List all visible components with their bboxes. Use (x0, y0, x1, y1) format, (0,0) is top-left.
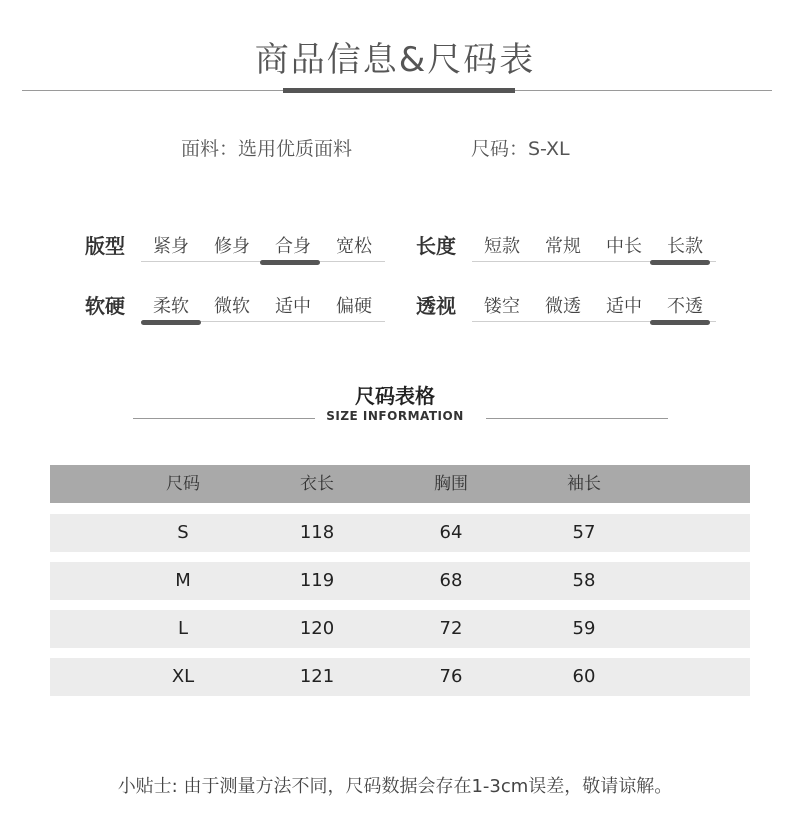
attr-option-selected: 长款 (667, 236, 703, 257)
attr-option: 适中 (606, 296, 642, 317)
attr-option: 镂空 (484, 296, 520, 317)
attr-option: 中长 (606, 236, 642, 257)
table-cell: S (177, 522, 189, 543)
table-header (50, 465, 750, 503)
subtitle-line-right (486, 418, 668, 419)
attr-option-selected: 不透 (667, 296, 703, 317)
attr-group-length (416, 226, 726, 266)
title-accent-bar (283, 88, 515, 93)
attr-option: 偏硬 (336, 296, 372, 317)
attr-options (472, 226, 716, 262)
table-cell: 76 (439, 666, 463, 687)
subtitle-line-left (133, 418, 315, 419)
attr-option: 宽松 (336, 236, 372, 257)
attr-label: 长度 (416, 234, 456, 258)
table-cell: 121 (299, 666, 335, 687)
selected-indicator (650, 260, 710, 265)
table-row (50, 610, 750, 648)
size-range-info: 尺码：S-XL (471, 138, 570, 160)
attr-group-fit (85, 226, 395, 266)
attr-options (472, 286, 716, 322)
table-cell: 119 (299, 570, 335, 591)
attr-option-selected: 柔软 (153, 296, 189, 317)
table-row (50, 562, 750, 600)
attr-label: 透视 (416, 294, 456, 318)
selected-indicator (141, 320, 201, 325)
attr-group-transparency (416, 286, 726, 326)
table-cell: 59 (572, 618, 596, 639)
table-cell: 64 (439, 522, 463, 543)
table-row (50, 658, 750, 696)
selected-indicator (650, 320, 710, 325)
table-cell: 60 (572, 666, 596, 687)
column-header: 尺码 (166, 474, 200, 494)
attr-option-selected: 合身 (275, 236, 311, 257)
size-table-title: 尺码表格 (355, 384, 435, 408)
attr-option: 短款 (484, 236, 520, 257)
size-table-subtitle: SIZE INFORMATION (326, 409, 464, 423)
attr-label: 软硬 (85, 294, 125, 318)
footer-tip: 小贴士: 由于测量方法不同，尺码数据会存在1-3cm误差，敬请谅解。 (117, 776, 673, 797)
table-cell: 58 (572, 570, 596, 591)
table-cell: 118 (299, 522, 335, 543)
attr-option: 修身 (214, 236, 250, 257)
table-cell: M (175, 570, 191, 591)
table-cell: 68 (439, 570, 463, 591)
attr-option: 紧身 (153, 236, 189, 257)
table-row (50, 514, 750, 552)
column-header: 胸围 (434, 474, 468, 494)
table-cell: XL (171, 666, 195, 687)
table-cell: L (177, 618, 189, 639)
table-cell: 57 (572, 522, 596, 543)
attr-label: 版型 (85, 234, 125, 258)
fabric-info: 面料：选用优质面料 (181, 138, 353, 160)
selected-indicator (260, 260, 320, 265)
table-cell: 120 (299, 618, 335, 639)
attr-option: 常规 (545, 236, 581, 257)
attr-options (141, 286, 385, 322)
attr-group-softness (85, 286, 395, 326)
column-header: 衣长 (300, 474, 334, 494)
column-header: 袖长 (567, 474, 601, 494)
attr-option: 微透 (545, 296, 581, 317)
attr-option: 微软 (214, 296, 250, 317)
attr-option: 适中 (275, 296, 311, 317)
page-title: 商品信息&尺码表 (254, 40, 536, 80)
table-cell: 72 (439, 618, 463, 639)
attr-options (141, 226, 385, 262)
info-row (0, 134, 790, 162)
